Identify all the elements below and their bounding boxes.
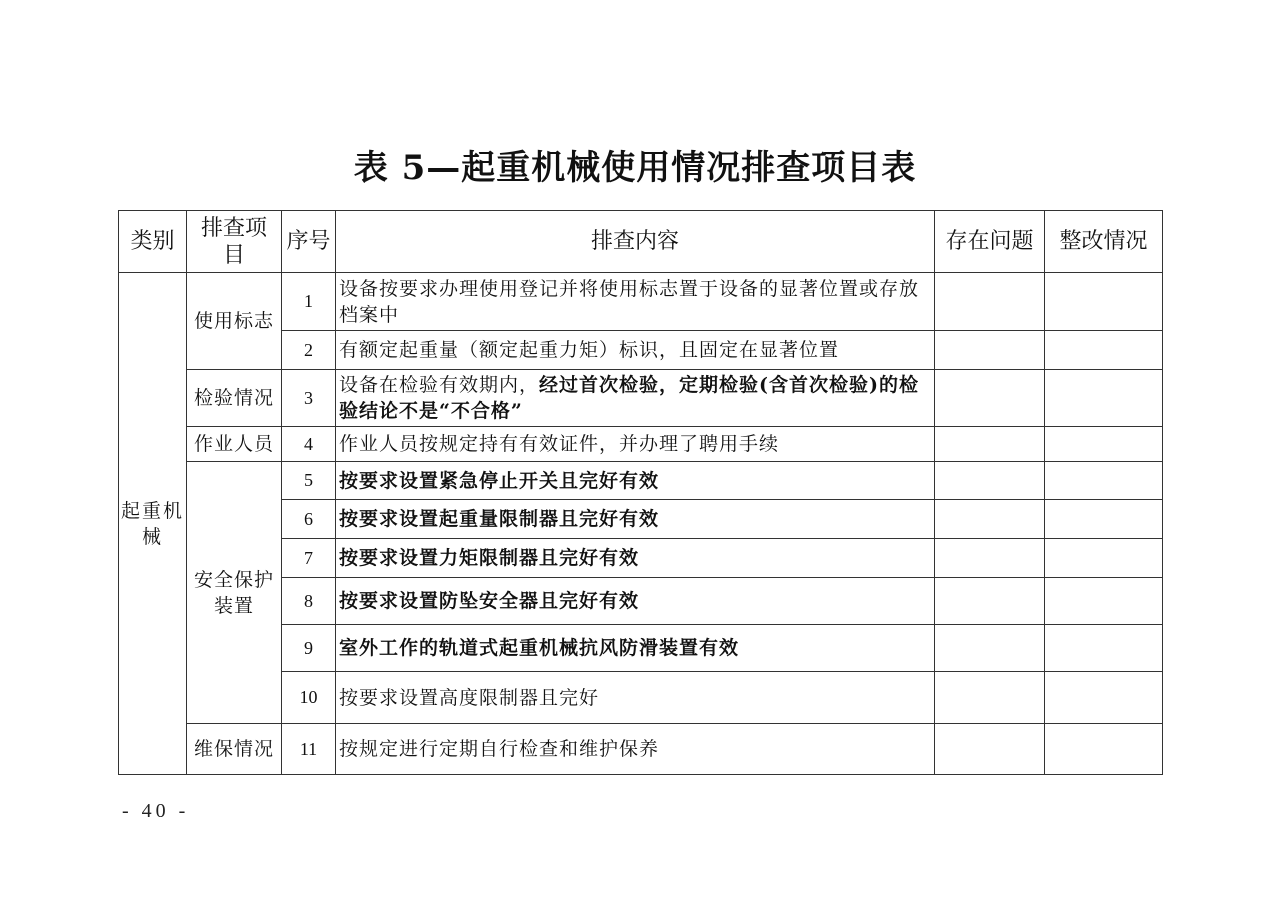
content-cell: 室外工作的轨道式起重机械抗风防滑装置有效	[336, 625, 935, 672]
issue-cell[interactable]	[935, 500, 1045, 539]
issue-cell[interactable]	[935, 370, 1045, 427]
header-seq: 序号	[282, 211, 336, 273]
item-maintenance: 维保情况	[187, 724, 282, 775]
issue-cell[interactable]	[935, 427, 1045, 462]
rectification-cell[interactable]	[1045, 578, 1163, 625]
seq-cell: 1	[282, 273, 336, 331]
rectification-cell[interactable]	[1045, 724, 1163, 775]
table-row	[119, 462, 1163, 500]
category-cell	[119, 273, 187, 775]
issue-cell[interactable]	[935, 331, 1045, 370]
content-cell: 按规定进行定期自行检查和维护保养	[336, 724, 935, 775]
content-cell: 按要求设置防坠安全器且完好有效	[336, 578, 935, 625]
issue-cell[interactable]	[935, 539, 1045, 578]
seq-cell: 6	[282, 500, 336, 539]
rectification-cell[interactable]	[1045, 672, 1163, 724]
item-safety-devices	[187, 462, 282, 724]
rectification-cell[interactable]	[1045, 625, 1163, 672]
page-title: 表 5—起重机械使用情况排查项目表	[353, 148, 917, 188]
header-row	[119, 211, 1163, 273]
content-cell	[336, 370, 935, 427]
rectification-cell[interactable]	[1045, 539, 1163, 578]
rectification-cell[interactable]	[1045, 331, 1163, 370]
content-cell: 作业人员按规定持有有效证件，并办理了聘用手续	[336, 427, 935, 462]
issue-cell[interactable]	[935, 625, 1045, 672]
seq-cell: 3	[282, 370, 336, 427]
rectification-cell[interactable]	[1045, 500, 1163, 539]
content-cell: 有额定起重量（额定起重力矩）标识，且固定在显著位置	[336, 331, 935, 370]
item-usage-mark: 使用标志	[187, 273, 282, 370]
inspection-table	[118, 210, 1163, 775]
seq-cell: 8	[282, 578, 336, 625]
issue-cell[interactable]	[935, 672, 1045, 724]
issue-cell[interactable]	[935, 724, 1045, 775]
table-row	[119, 370, 1163, 427]
content-cell: 按要求设置紧急停止开关且完好有效	[336, 462, 935, 500]
header-content: 排查内容	[336, 211, 935, 273]
rectification-cell[interactable]	[1045, 370, 1163, 427]
page-number: - 40 -	[122, 800, 190, 822]
seq-cell: 9	[282, 625, 336, 672]
seq-cell: 4	[282, 427, 336, 462]
table-row	[119, 724, 1163, 775]
seq-cell: 5	[282, 462, 336, 500]
content-cell: 设备按要求办理使用登记并将使用标志置于设备的显著位置或存放档案中	[336, 273, 935, 331]
header-rectification: 整改情况	[1045, 211, 1163, 273]
seq-cell: 2	[282, 331, 336, 370]
category-label: 起重机械	[120, 499, 184, 548]
table-row	[119, 273, 1163, 331]
table-row	[119, 427, 1163, 462]
header-item: 排查项目	[187, 211, 282, 273]
item-personnel: 作业人员	[187, 427, 282, 462]
seq-cell: 10	[282, 672, 336, 724]
item-inspection: 检验情况	[187, 370, 282, 427]
rectification-cell[interactable]	[1045, 273, 1163, 331]
seq-cell: 11	[282, 724, 336, 775]
content-cell: 按要求设置起重量限制器且完好有效	[336, 500, 935, 539]
content-cell: 按要求设置力矩限制器且完好有效	[336, 539, 935, 578]
header-category: 类别	[119, 211, 187, 273]
safety-devices-label: 安全保护装置	[193, 568, 274, 617]
rectification-cell[interactable]	[1045, 427, 1163, 462]
content-cell: 按要求设置高度限制器且完好	[336, 672, 935, 724]
issue-cell[interactable]	[935, 462, 1045, 500]
content-plain: 设备在检验有效期内，	[339, 374, 540, 396]
content-bold: 经过首次检验，定期检验(含首次检验)的检验结论不是“不合格”	[339, 374, 919, 422]
issue-cell[interactable]	[935, 578, 1045, 625]
issue-cell[interactable]	[935, 273, 1045, 331]
seq-cell: 7	[282, 539, 336, 578]
rectification-cell[interactable]	[1045, 462, 1163, 500]
header-issues: 存在问题	[935, 211, 1045, 273]
